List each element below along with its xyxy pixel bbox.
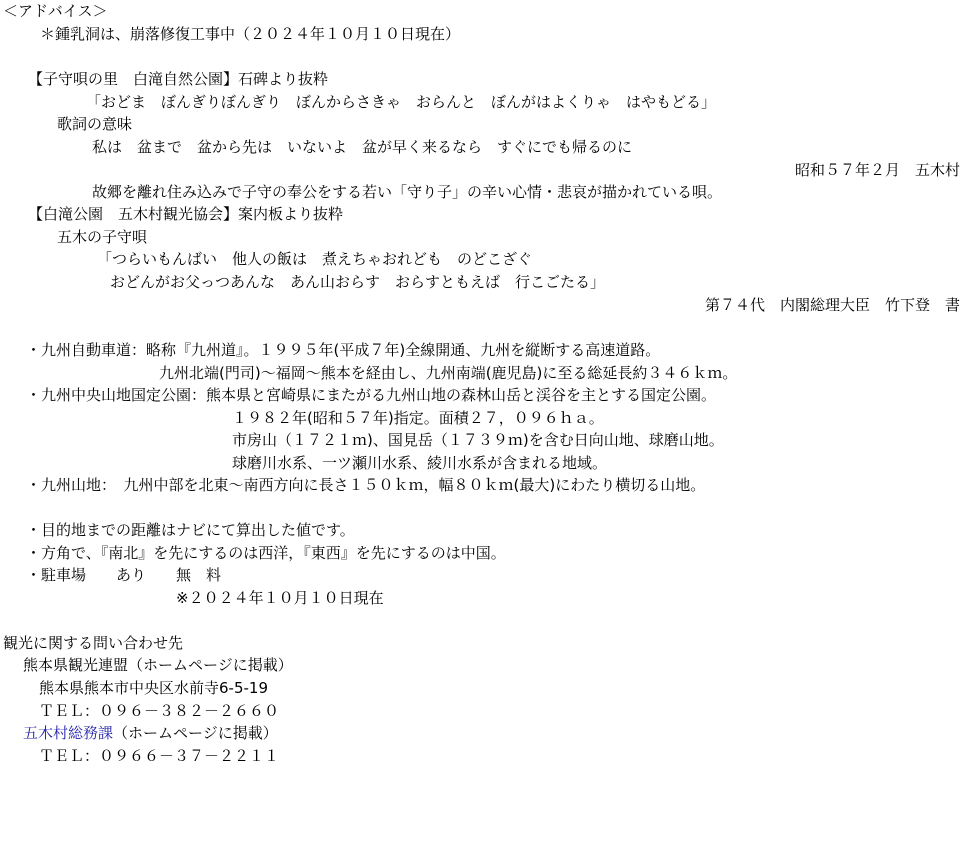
national-park-note: ・九州中央山地国定公園：熊本県と宮崎県にまたがる九州山地の森林山岳と渓谷を主とする国定公園。 — [26, 386, 717, 404]
tourism-federation-tel: ＴＥＬ：０９６－３８２－２６６０ — [39, 702, 280, 720]
lullaby-description: 故郷を離れ住み込みで子守の奉公をする若い「守り子」の辛い心情・悲哀が描かれている唄。 — [92, 183, 723, 201]
prime-minister-credit: 第７４代 内閣総理大臣 竹下登 書 — [704, 296, 960, 314]
expressway-note: ・九州自動車道：略称『九州道』。１９９５年(平成７年)全線開通、九州を縦断する高速道路。 — [26, 341, 661, 359]
cave-repair-note: ＊鍾乳洞は、崩落修復工事中（２０２４年１０月１０日現在） — [40, 25, 461, 43]
kyushu-mountains-note: ・九州山地： 九州中部を北東～南西方向に長さ１５０ｋｍ，幅８０ｋｍ(最大)にわたり横切る山地。 — [26, 476, 706, 494]
tourism-federation-name: 熊本県観光連盟（ホームページに掲載） — [23, 656, 293, 674]
village-office-tel: ＴＥＬ：０９６６－３７－２２１１ — [39, 747, 280, 765]
tourism-federation-address: 熊本県熊本市中央区水前寺6-5-19 — [39, 679, 269, 697]
village-office-link[interactable]: 五木村総務課 — [23, 724, 114, 742]
lullaby-title: 五木の子守唄 — [57, 228, 148, 246]
lullaby-monument-heading: 【子守唄の里 白滝自然公園】石碑より抜粋 — [28, 70, 329, 88]
lyric-meaning-label: 歌詞の意味 — [57, 115, 133, 133]
parking-date-note: ※２０２４年１０月１０日現在 — [176, 589, 384, 607]
board-lyric-line-1: 「つらいもんばい 他人の飯は 煮えちゃおれども のどこざぐ — [97, 250, 533, 268]
national-park-designation: １９８２年(昭和５７年)指定。面積２７，０９６ｈａ。 — [232, 409, 604, 427]
tourism-board-heading: 【白滝公園 五木村観光協会】案内板より抜粋 — [28, 205, 344, 223]
national-park-mountains: 市房山（１７２１ｍ)、国見岳（１７３９ｍ)を含む日向山地、球磨山地。 — [232, 431, 724, 449]
contact-heading: 観光に関する問い合わせ先 — [3, 634, 184, 652]
direction-note: ・方角で、『南北』を先にするのは西洋，『東西』を先にするのは中国。 — [26, 544, 506, 562]
board-lyric-line-2: おどんがお父っつあんな あん山おらす おらすともえば 行こごたる」 — [110, 273, 606, 291]
advice-heading: ＜アドバイス＞ — [3, 2, 108, 20]
lullaby-lyric: 「おどま ぼんぎりぼんぎり ぼんからさきゃ おらんと ぼんがはよくりゃ はやもどる」 — [86, 93, 717, 111]
national-park-rivers: 球磨川水系、一ツ瀬川水系、綾川水系が含まれる地域。 — [232, 454, 608, 472]
parking-note: ・駐車場 あり 無 料 — [26, 566, 222, 584]
monument-date-credit: 昭和５７年２月 五木村 — [794, 161, 960, 179]
lyric-meaning-text: 私は 盆まで 盆から先は いないよ 盆が早く来るなら すぐにでも帰るのに — [92, 138, 633, 156]
village-office-suffix: （ホームページに掲載） — [113, 724, 278, 742]
village-office-line — [23, 722, 278, 744]
distance-note: ・目的地までの距離はナビにて算出した値です。 — [26, 521, 355, 539]
expressway-note-detail: 九州北端(門司)～福岡～熊本を経由し、九州南端(鹿児島)に至る総延長約３４６ｋｍ。 — [159, 364, 738, 382]
